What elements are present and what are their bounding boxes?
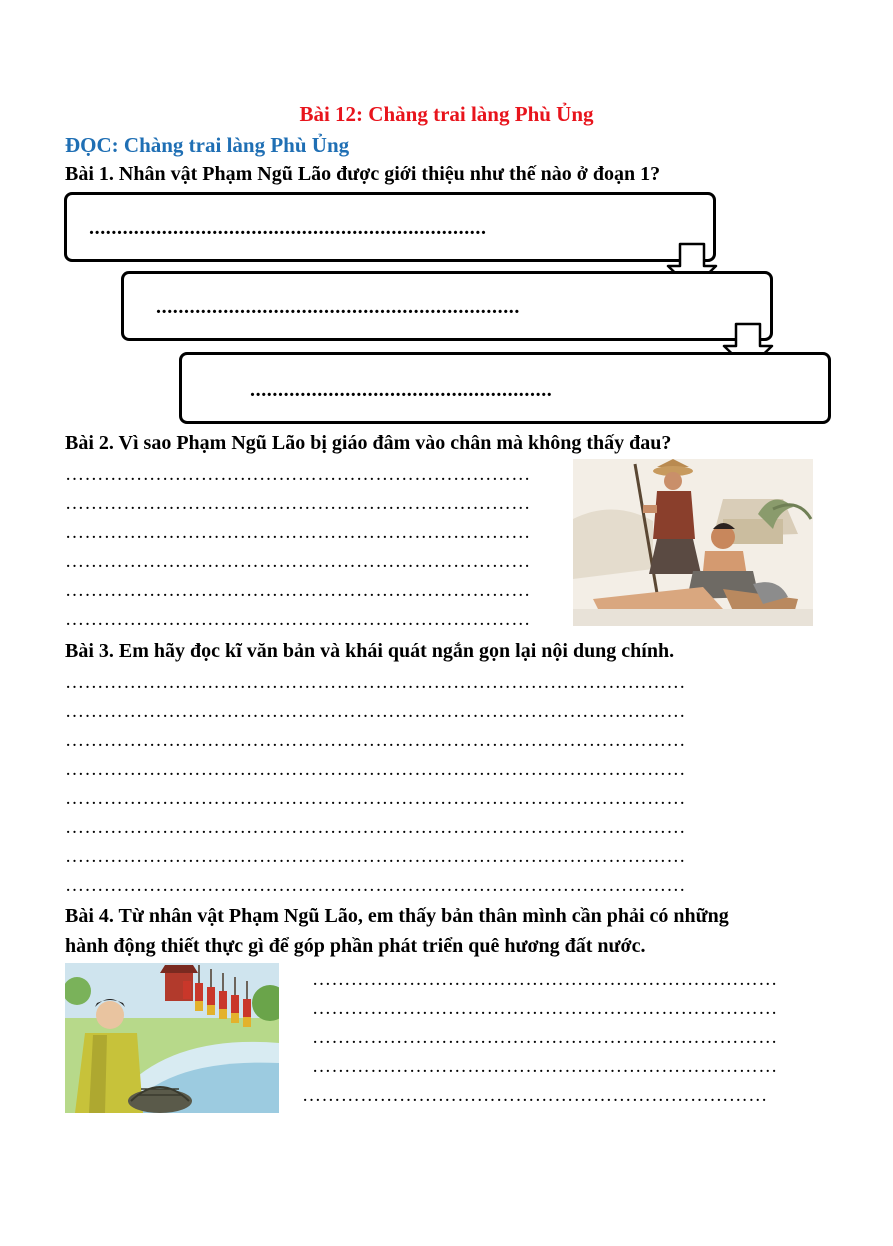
answer-line[interactable]: ……………………………………………………………………………………: [65, 730, 686, 751]
answer-line[interactable]: ………………………………………………………………: [65, 580, 531, 601]
question-4-line-2: hành động thiết thực gì để góp phần phát triển quê hương đất nước.: [65, 935, 646, 957]
answer-box-2[interactable]: [121, 271, 773, 341]
answer-box-3[interactable]: [179, 352, 831, 424]
illustration-roadside: [573, 459, 813, 626]
answer-line[interactable]: ………………………………………………………………: [65, 551, 531, 572]
lesson-title: Bài 12: Chàng trai làng Phù Ủng: [299, 102, 594, 126]
illustration-weaving: [65, 963, 279, 1113]
answer-line[interactable]: ……………………………………………………………………………………: [65, 759, 686, 780]
answer-box-3-dots: ......................................................: [250, 379, 553, 401]
answer-line[interactable]: ………………………………………………………………: [312, 1027, 778, 1048]
answer-line[interactable]: ………………………………………………………………: [65, 522, 531, 543]
question-1: Bài 1. Nhân vật Phạm Ngũ Lão được giới thiệu như thế nào ở đoạn 1?: [65, 163, 661, 185]
answer-box-1[interactable]: [64, 192, 716, 262]
answer-line[interactable]: ………………………………………………………………: [312, 969, 778, 990]
question-3: Bài 3. Em hãy đọc kĩ văn bản và khái quát ngắn gọn lại nội dung chính.: [65, 640, 675, 662]
question-4-line-1: Bài 4. Từ nhân vật Phạm Ngũ Lão, em thấy bản thân mình cần phải có những: [65, 905, 729, 927]
answer-line[interactable]: ………………………………………………………………: [312, 998, 778, 1019]
answer-line[interactable]: ……………………………………………………………………………………: [65, 672, 686, 693]
question-2: Bài 2. Vì sao Phạm Ngũ Lão bị giáo đâm vào chân mà không thấy đau?: [65, 432, 672, 454]
answer-line[interactable]: ……………………………………………………………………………………: [65, 701, 686, 722]
answer-line[interactable]: ………………………………………………………………: [65, 609, 531, 630]
answer-line[interactable]: ……………………………………………………………………………………: [65, 846, 686, 867]
answer-line[interactable]: ……………………………………………………………………………………: [65, 817, 686, 838]
answer-line[interactable]: ………………………………………………………………: [65, 493, 531, 514]
answer-line[interactable]: ………………………………………………………………: [312, 1056, 778, 1077]
answer-box-1-dots: .......................................................................: [89, 217, 487, 239]
answer-line[interactable]: ………………………………………………………………: [302, 1085, 768, 1106]
answer-line[interactable]: ……………………………………………………………………………………: [65, 788, 686, 809]
reading-title: ĐỌC: Chàng trai làng Phù Ủng: [65, 133, 350, 157]
answer-line[interactable]: ……………………………………………………………………………………: [65, 875, 686, 896]
answer-line[interactable]: ………………………………………………………………: [65, 464, 531, 485]
answer-box-2-dots: .................................................................: [156, 296, 520, 318]
